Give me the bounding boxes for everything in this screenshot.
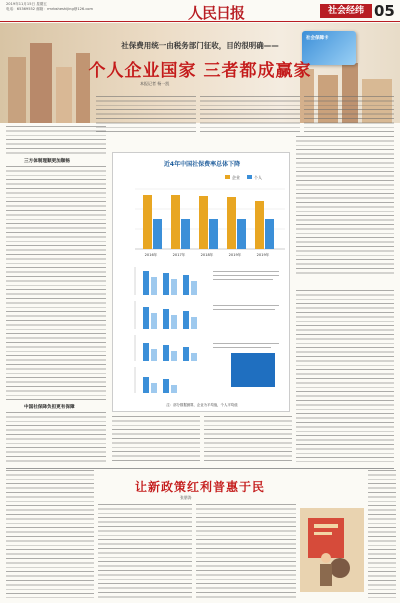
- bar-enterprise: [227, 197, 236, 249]
- page-header: [0, 0, 400, 22]
- policy-illustration: [300, 508, 364, 592]
- bar-enterprise: [255, 201, 264, 249]
- page-number: 05: [374, 2, 395, 20]
- legend-label-individual: 个人: [254, 175, 262, 180]
- subhead: 中国社保降负担更有保障: [24, 405, 75, 410]
- text-column: [296, 136, 394, 276]
- bar-individual: [181, 219, 190, 249]
- text-column: [368, 470, 396, 598]
- legend-swatch-individual: [247, 175, 252, 179]
- subhead: 三方体制理顺更加顺畅: [24, 159, 70, 164]
- x-tick-label: 2019年: [228, 253, 242, 257]
- chart-notes: [213, 271, 279, 348]
- panel-injury: [135, 367, 177, 393]
- newspaper-logo: 人民日报: [188, 4, 245, 22]
- section-badge: 社会经纬: [320, 4, 372, 18]
- x-tick-label: 2017年: [172, 253, 186, 257]
- x-tick-label: 2019年: [256, 253, 270, 257]
- chart-graphic: [113, 153, 291, 413]
- text-column: [6, 166, 106, 400]
- social-insurance-chart: [112, 152, 290, 412]
- bar-individual: [209, 219, 218, 249]
- intro-column: [200, 96, 300, 134]
- text-column: [6, 412, 106, 462]
- legend-label-enterprise: 企业: [232, 175, 240, 180]
- text-column: [204, 416, 292, 462]
- bar-individual: [237, 219, 246, 249]
- text-column: [112, 416, 200, 462]
- article-kicker: 社保费用统一由税务部门征收，目的很明确——: [121, 41, 279, 50]
- bar-enterprise: [171, 195, 180, 249]
- legend-swatch-enterprise: [225, 175, 230, 179]
- bar-individual: [153, 219, 162, 249]
- article-headline: 个人企业国家 三者都成赢家: [88, 61, 312, 81]
- panel-medical: [135, 301, 197, 329]
- footer-byline: 张朋涛: [180, 495, 192, 500]
- panel-unemployment: [135, 335, 197, 361]
- card-text: 社会保障卡: [306, 36, 329, 41]
- info-box: [231, 353, 275, 387]
- article-byline: 本报记者 杨一凯: [140, 81, 170, 86]
- date-line: 2019年11月15日 星期五: [6, 2, 47, 6]
- text-column: [98, 504, 192, 598]
- chart-footnote: 注：部分数据测算，企业为平均值，个人平均值: [166, 403, 238, 407]
- building-illustration: [30, 43, 52, 123]
- section-divider: [6, 468, 394, 469]
- text-column: [296, 290, 394, 462]
- intro-column: [96, 96, 196, 134]
- bar-enterprise: [143, 195, 152, 249]
- bar-individual: [265, 219, 274, 249]
- panel-pension: [135, 267, 197, 295]
- email-line: 电话：65369552 邮箱：rmrbsheshijing@126.com: [6, 6, 94, 11]
- chart-title: 近4年中国社保费率总体下降: [163, 161, 241, 168]
- header-meta: [6, 2, 93, 11]
- x-tick-label: 2016年: [144, 253, 158, 257]
- text-column: [6, 470, 94, 598]
- intro-column: [304, 96, 394, 134]
- footer-headline: 让新政策红利普惠于民: [134, 480, 265, 494]
- text-column: [196, 504, 296, 598]
- x-tick-label: 2018年: [200, 253, 214, 257]
- text-column: [6, 126, 106, 156]
- bar-enterprise: [199, 196, 208, 249]
